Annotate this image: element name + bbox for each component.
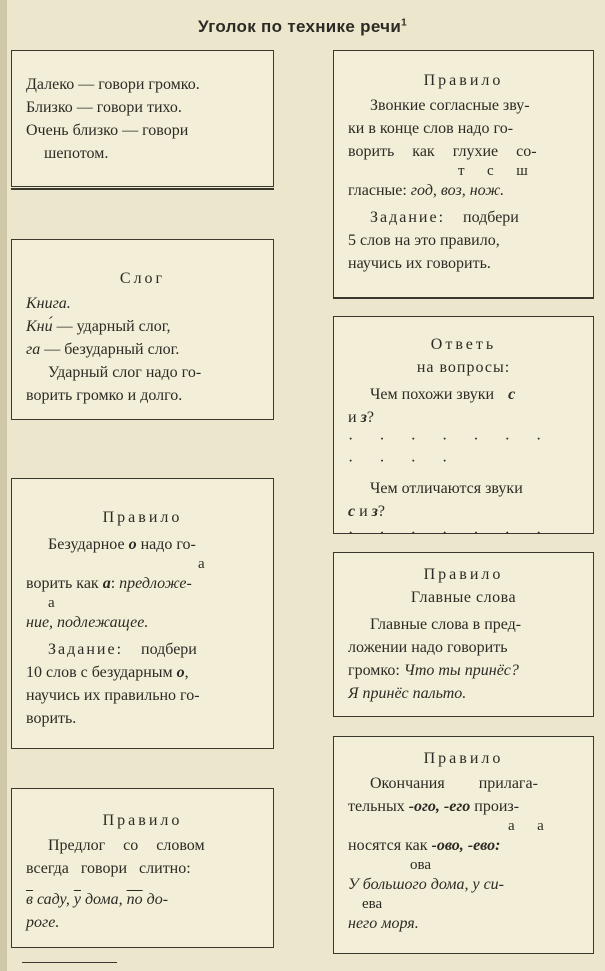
box-syllable [11,239,274,420]
unstressed-line-1a: Безударное [48,536,129,553]
voiced-heading: Правило [423,72,504,89]
prep-u: у [73,891,81,908]
preposition-example-1 [26,888,259,911]
box-loudness [11,50,274,187]
title-text: Уголок по технике речи [198,17,402,36]
box-main-words [333,552,594,717]
main-words-line-1: Главные слова в пред- [370,616,522,633]
main-words-example-1: Что ты принёс? [403,662,519,679]
unstressed-sup-1: а [198,556,205,572]
main-words-line-3a: громко: [348,662,404,679]
rule-2 [333,297,594,299]
box-preposition [11,788,274,948]
answer-heading-1: Ответь [430,336,497,353]
syllable-line-2 [26,338,259,361]
question-2e: ? [377,503,386,520]
question-1a: Чем похожи звуки [370,386,499,403]
letter-o: о [128,536,137,553]
endings-sup-3: ева [362,896,383,912]
syllable-line-1 [26,315,259,338]
question-2: Чем отличаются звуки [370,480,523,497]
syllable-line-2-rest: — безударный слог. [40,341,180,358]
page-edge [0,0,7,971]
voiced-task-label: Задание: [370,209,446,226]
syllable-line-4: ворить громко и долго. [26,387,183,404]
unstressed-line-2 [26,572,259,595]
question-1e: ? [366,409,374,426]
endings-sup-2: ова [410,857,432,873]
box-adjective-endings [333,736,594,954]
voiced-task-1-text: подбери [459,209,519,226]
voiced-task-2: 5 слов на это правило, [348,232,500,249]
page-title [0,17,605,37]
loudness-line-1: Далеко — говори громко. [26,76,200,93]
prep-u-word: дома, [80,891,127,908]
bottom-rule [22,962,117,963]
loudness-line-4: шепотом. [44,145,109,162]
question-1c: и [348,409,361,426]
voiced-line-2: ки в конце слов надо го- [348,120,514,137]
syllable-heading: Слог [119,270,166,287]
syllable-line-3: Ударный слог надо го- [48,364,202,381]
unstressed-task-2a: 10 слов с безударным [26,664,177,681]
unstressed-task-2c: , [184,664,189,681]
endings-line-2 [348,795,579,818]
main-words-line-2: ложении надо говорить [348,639,508,656]
endings-line-3 [348,834,579,857]
endings-line-3a: носятся как [348,837,432,854]
letter-z: з [360,409,367,426]
task-label: Задание: [48,641,124,658]
unstressed-task-3: научись их правильно го- [26,687,200,704]
loudness-line-3: Очень близко — говори [26,122,189,139]
unstressed-sup-2: а [48,595,55,611]
voiced-line-4a: гласные: [348,182,411,199]
letter-o-2: о [176,664,185,681]
unstressed-syllable: га [26,341,41,358]
endings-written: -ого, -его [408,798,471,815]
unstressed-heading: Правило [102,509,183,526]
unstressed-line-2a: ворить как [26,575,103,592]
syllable-line-1-rest: — ударный слог, [52,318,171,335]
letter-z-2: з [371,503,378,520]
endings-line-1: Окончания прилага- [370,775,538,792]
box-answer-questions [333,316,594,542]
prep-po-word: до- [142,891,169,908]
loudness-line-2: Близко — говори тихо. [26,99,182,116]
rule-1 [11,188,274,190]
unstressed-task-2 [26,661,259,684]
voiced-line-1: Звонкие согласные зву- [370,97,530,114]
endings-spoken: -ово, -ево: [431,837,501,854]
footnote-mark: 1 [401,17,407,29]
preposition-line-1: Предлог со словом [48,837,205,854]
stressed-syllable: Кни́ [26,318,53,335]
box-unstressed-o [11,478,274,749]
unstressed-task-1 [26,638,259,661]
prep-v: в [26,891,33,908]
main-words-heading: Правило [423,566,504,583]
voiced-task-3: научись их говорить. [348,255,491,272]
endings-line-5: него моря. [348,915,419,932]
syllable-word: Книга. [26,295,71,312]
unstressed-line-1 [26,533,259,556]
letter-s: с [508,386,516,403]
unstressed-task-1-text: подбери [137,641,197,658]
preposition-line-2: всегда говори слитно: [26,860,191,877]
main-words-subheading: Главные слова [410,589,517,606]
box-voiced-consonants [333,50,594,298]
endings-sup-1: а а [508,818,544,834]
unstressed-line-1c: надо го- [136,536,196,553]
question-1 [348,383,579,406]
voiced-task-1 [348,206,579,229]
letter-s-2: с [348,503,356,520]
question-2-cont [348,500,579,523]
question-2c: и [355,503,372,520]
unstressed-line-3: ние, подлежащее. [26,614,149,631]
voiced-line-3: ворить как глухие со- [348,143,537,160]
answer-dots-2: · · · · · · · [348,525,553,542]
prep-v-word: саду, [32,891,74,908]
preposition-example-2: роге. [26,914,60,931]
endings-line-2a: тельных [348,798,409,815]
voiced-line-4 [348,179,579,202]
endings-heading: Правило [423,750,504,767]
unstressed-line-2c: : [110,575,120,592]
question-1-cont [348,406,579,429]
answer-heading-2: на вопросы: [416,359,511,376]
example-word-1: предложе- [119,575,192,592]
main-words-line-3 [348,659,579,682]
preposition-heading: Правило [102,812,183,829]
letter-a: а [102,575,111,592]
endings-line-4: У большого дома, у си- [348,876,505,893]
prep-po: по [126,891,143,908]
voiced-examples: год, воз, нож. [410,182,505,199]
answer-dots-1: · · · · · · · · · · · [348,431,553,470]
unstressed-task-4: ворить. [26,710,77,727]
main-words-line-4: Я принёс пальто. [348,685,467,702]
voiced-sup: т с ш [458,163,528,179]
endings-line-2c: произ- [470,798,520,815]
